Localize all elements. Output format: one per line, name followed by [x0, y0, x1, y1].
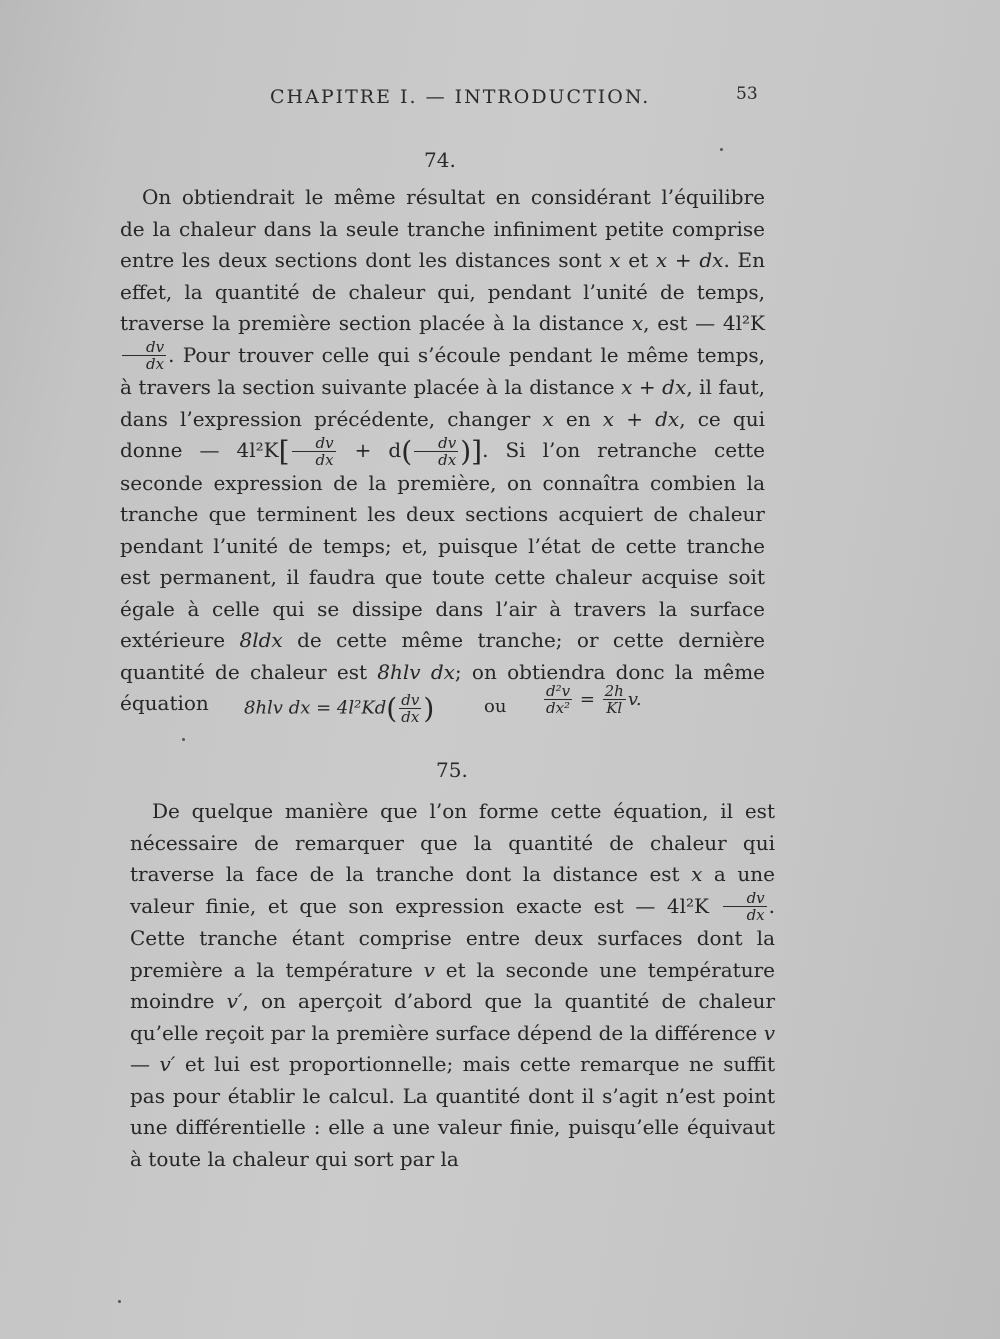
equation-right: $\frac{\text{d²v}}{\text{dx²}}$ = $\frac{2h}{Kl}$ v. [546, 682, 642, 717]
fraction: $\frac{dv}{dx}$ [292, 436, 336, 468]
paper-speck [720, 148, 723, 151]
paper-speck [182, 738, 185, 741]
paper-speck [118, 1300, 121, 1303]
section-number-75: 75. [436, 758, 468, 782]
equation-left: 8hlv dx = 4l²Kd( $\frac{dv}{dx}$ ) [244, 690, 435, 726]
section-75-text [130, 796, 775, 1175]
page-number: 53 [736, 84, 758, 104]
fraction: $\frac{dv}{dx}$ [723, 891, 767, 923]
fraction: $\frac{2h}{Kl}$ [604, 682, 624, 717]
fraction: $\frac{\text{d²v}}{\text{dx²}}$ [546, 682, 571, 717]
fraction: $\frac{dv}{dx}$ [401, 690, 420, 726]
fraction: $\frac{dv}{dx}$ [122, 340, 166, 372]
paragraph: On obtiendrait le même résultat en considérant l’équilibre de la chaleur dans la seule tranche infiniment petite comprise entre les deux sections dont les distances sont x et x + dx. En effet, la quantité de chaleur qui, pendant l’unité de temps, traverse la première section placée à la distance x, est — 4l²K $\frac{dv}{dx}$ . Pour trouver celle qui s’écoule pendant le même temps, à travers la section suivante placée à la distance x + dx, il faut, dans l’expression précédente, changer x en x + dx, ce qui donne — 4l²K[ $\frac{dv}{dx}$ + d( $\frac{dv}{dx}$ )]. Si l’on retranche cette seconde expression de la première, on connaîtra combien la tranche que terminent les deux sections acquiert de chaleur pendant l’unité de temps; et, puisque l’état de cette tranche est permanent, il faudra que toute cette chaleur acquise soit égale à celle qui se dissipe dans l’air à travers la surface extérieure 8ldx de cette même tranche; or cette dernière quantité de chaleur est 8hlv dx; on obtiendra donc la même équation [120, 185, 765, 715]
paragraph: De quelque manière que l’on forme cette équation, il est nécessaire de remarquer que la quantité de chaleur qui traverse la face de la tranche dont la distance est x a une valeur finie, et que son expression exacte est — 4l²K $\frac{dv}{dx}$ . Cette tranche étant comprise entre deux surfaces dont la première a la température v et la seconde une température moindre v′, on aperçoit d’abord que la quantité de chaleur qu’elle reçoit par la première surface dépend de la différence v — v′ et lui est proportionnelle; mais cette remarque ne suffit pas pour établir le calcul. La quantité dont il s’agit n’est point une différentielle : elle a une valeur finie, puisqu’elle équivaut à toute la chaleur qui sort par la [130, 799, 775, 1171]
section-74-text [120, 182, 765, 720]
display-equation [240, 680, 670, 736]
equation-conjunction: ou [484, 696, 507, 717]
section-number-74: 74. [424, 148, 456, 172]
running-head: CHAPITRE I. — INTRODUCTION. [270, 86, 651, 108]
fraction: $\frac{dv}{dx}$ [414, 436, 458, 468]
